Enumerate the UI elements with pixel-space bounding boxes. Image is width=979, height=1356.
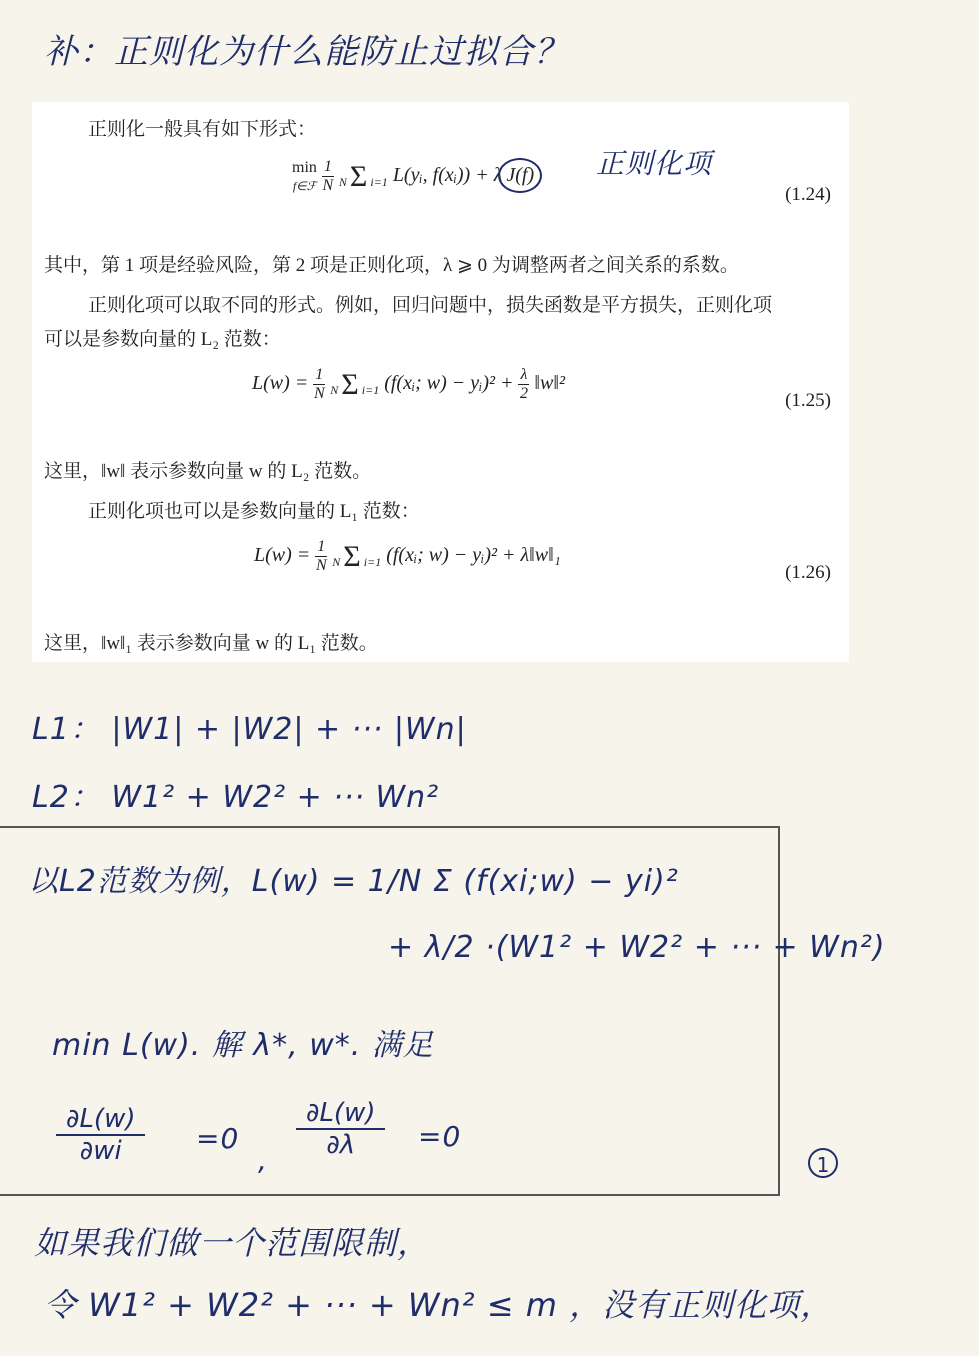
sigma-icon: Σ (341, 367, 359, 401)
handwritten-l1-norm: L1： |W1| + |W2| + ··· |Wn| (32, 712, 467, 747)
constraint-intro-line: 如果我们做一个范围限制， (34, 1224, 431, 1262)
sum-upper: N (330, 382, 339, 397)
paragraph-forms: 正则化项可以取不同的形式。例如，回归问题中，损失函数是平方损失，正则化项 (88, 295, 773, 316)
sum-upper: N (332, 554, 341, 569)
partial-derivative-lambda (296, 1098, 385, 1160)
frac-denominator: 2 (519, 385, 528, 402)
pd2-numerator: ∂L(w) (296, 1098, 385, 1130)
equation-1-26 (254, 538, 561, 575)
equation-number-1-25: (1.25) (785, 390, 831, 411)
paragraph-explanation: 其中，第 1 项是经验风险，第 2 项是正则化项，λ ⩾ 0 为调整两者之间关系的系数。 (44, 255, 739, 276)
summation (330, 367, 380, 401)
summation (332, 539, 382, 573)
paragraph-l1-note: 这里，‖w‖₁ 表示参数向量 w 的 L₁ 范数。 (44, 633, 378, 654)
fraction-one-over-n (322, 158, 334, 195)
min-operator (292, 159, 317, 195)
handwritten-l2-norm: L2： W1² + W2² + ··· Wn² (32, 780, 440, 815)
equation-number-1-24: (1.24) (785, 184, 831, 205)
sigma-icon: Σ (349, 159, 368, 193)
pd1-equals-zero: =0 (196, 1122, 240, 1155)
pd1-denominator: ∂wi (79, 1136, 122, 1166)
eq26-left: L(w) = (254, 544, 311, 567)
sigma-icon: Σ (343, 539, 361, 573)
fraction-one-over-n (315, 538, 327, 575)
pd1-numerator: ∂L(w) (56, 1104, 145, 1136)
min-subscript: f∈ℱ (292, 178, 317, 193)
equation-1-24 (292, 158, 542, 195)
frac-denominator: N (313, 385, 325, 402)
pd2-equals-zero: =0 (418, 1120, 462, 1153)
eq25-norm: ‖w‖² (534, 372, 565, 395)
partial-derivative-w (56, 1104, 145, 1166)
circled-number-one: 1 (808, 1148, 838, 1178)
eq26-body: (f(xᵢ; w) − yᵢ)² + λ‖w‖₁ (386, 544, 561, 567)
frac-numerator: λ (520, 366, 528, 383)
frac-numerator: 1 (317, 538, 326, 555)
pd2-denominator: ∂λ (326, 1130, 356, 1160)
example-loss-line: 以L2范数为例，L(w) = 1/N Σ (f(xi;w) − yi)² (28, 864, 679, 899)
circled-regularization-term: J(f) (498, 158, 542, 193)
annotation-regularization-term: 正则化项 (596, 147, 713, 180)
handwritten-title: 补：正则化为什么能防止过拟合？ (44, 32, 569, 72)
frac-denominator: N (315, 557, 327, 574)
equation-number-1-26: (1.26) (785, 562, 831, 583)
sum-lower: i=1 (363, 554, 382, 569)
sum-lower: i=1 (370, 174, 388, 189)
fraction-lambda-over-two (518, 366, 529, 403)
min-label: min (292, 158, 317, 176)
paragraph-l1-intro: 正则化项也可以是参数向量的 L₁ 范数： (88, 501, 420, 522)
example-penalty-line: + λ/2 ·(W1² + W2² + ··· + Wn²) (388, 930, 886, 965)
comma-separator: , (258, 1144, 268, 1177)
sum-lower: i=1 (361, 382, 380, 397)
fraction-one-over-n (313, 366, 325, 403)
paragraph-intro: 正则化一般具有如下形式： (88, 119, 317, 140)
paragraph-l2-intro: 可以是参数向量的 L₂ 范数： (44, 329, 281, 350)
frac-denominator: N (322, 177, 334, 194)
printed-textbook-excerpt (32, 102, 849, 662)
sum-upper: N (338, 174, 347, 189)
minimize-line: min L(w). 解 λ*, w*. 满足 (52, 1028, 434, 1063)
eq25-left: L(w) = (252, 372, 309, 395)
paragraph-l2-note: 这里，‖w‖ 表示参数向量 w 的 L₂ 范数。 (44, 461, 372, 482)
equation-1-25 (252, 366, 565, 403)
eq24-body: L(yᵢ, f(xᵢ)) + λ (392, 164, 503, 187)
frac-numerator: 1 (323, 158, 332, 175)
eq25-body: (f(xᵢ; w) − yᵢ)² + (384, 372, 514, 395)
frac-numerator: 1 (315, 366, 324, 383)
constraint-line: 令 W1² + W2² + ··· + Wn² ≤ m ，没有正则化项， (44, 1286, 834, 1324)
summation (338, 159, 388, 193)
